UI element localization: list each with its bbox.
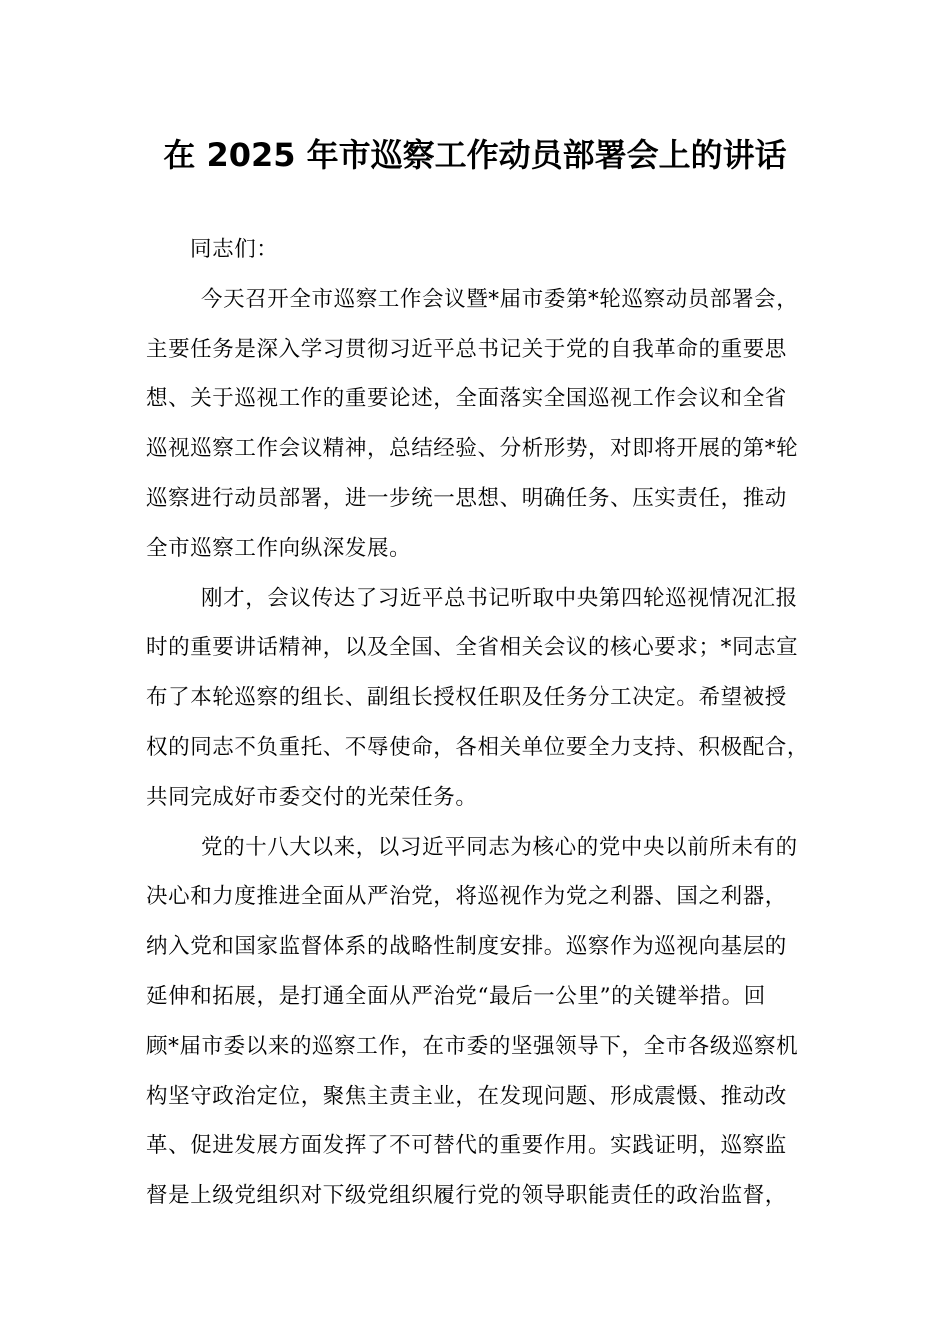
- paragraph-line: 刚才，会议传达了习近平总书记听取中央第四轮巡视情况汇报: [201, 585, 798, 611]
- paragraph-line: 纳入党和国家监督体系的战略性制度安排。巡察作为巡视向基层的: [146, 934, 787, 960]
- paragraph-line: 权的同志不负重托、不辱使命，各相关单位要全力支持、积极配合，: [146, 734, 810, 760]
- paragraph-line: 今天召开全市巡察工作会议暨*届市委第*轮巡察动员部署会，: [201, 286, 799, 312]
- paragraph-line: 想、关于巡视工作的重要论述，全面落实全国巡视工作会议和全省: [146, 386, 787, 412]
- paragraph-line: 巡视巡察工作会议精神，总结经验、分析形势，对即将开展的第*轮: [146, 436, 799, 462]
- paragraph-1: [146, 275, 836, 574]
- document-body: [146, 225, 836, 1221]
- paragraph-line: 党的十八大以来，以习近平同志为核心的党中央以前所未有的: [201, 834, 798, 860]
- paragraph-line: 巡察进行动员部署，进一步统一思想、明确任务、压实责任，推动: [146, 485, 787, 511]
- paragraph-line: 构坚守政治定位，聚焦主责主业，在发现问题、形成震慑、推动改: [146, 1083, 787, 1109]
- salutation: 同志们：: [190, 237, 279, 262]
- paragraph-line: 时的重要讲话精神，以及全国、全省相关会议的核心要求；*同志宣: [146, 635, 799, 661]
- document-title: 在 2025 年市巡察工作动员部署会上的讲话: [163, 136, 787, 174]
- paragraph-line: 顾*届市委以来的巡察工作，在市委的坚强领导下，全市各级巡察机: [146, 1033, 799, 1059]
- paragraph-line: 督是上级党组织对下级党组织履行党的领导职能责任的政治监督，: [146, 1183, 787, 1209]
- paragraph-line: 革、促进发展方面发挥了不可替代的重要作用。实践证明，巡察监: [146, 1133, 787, 1159]
- paragraph-line: 主要任务是深入学习贯彻习近平总书记关于党的自我革命的重要思: [146, 336, 787, 362]
- paragraph-line: 决心和力度推进全面从严治党，将巡视作为党之利器、国之利器，: [146, 884, 787, 910]
- paragraph-line: 布了本轮巡察的组长、副组长授权任职及任务分工决定。希望被授: [146, 685, 787, 711]
- paragraph-3: [146, 823, 836, 1221]
- paragraph-2: [146, 574, 836, 823]
- paragraph-line: 全市巡察工作向纵深发展。: [146, 535, 412, 561]
- paragraph-line: 延伸和拓展，是打通全面从严治党“最后一公里”的关键举措。回: [146, 983, 766, 1009]
- paragraph-line: 共同完成好市委交付的光荣任务。: [146, 784, 478, 810]
